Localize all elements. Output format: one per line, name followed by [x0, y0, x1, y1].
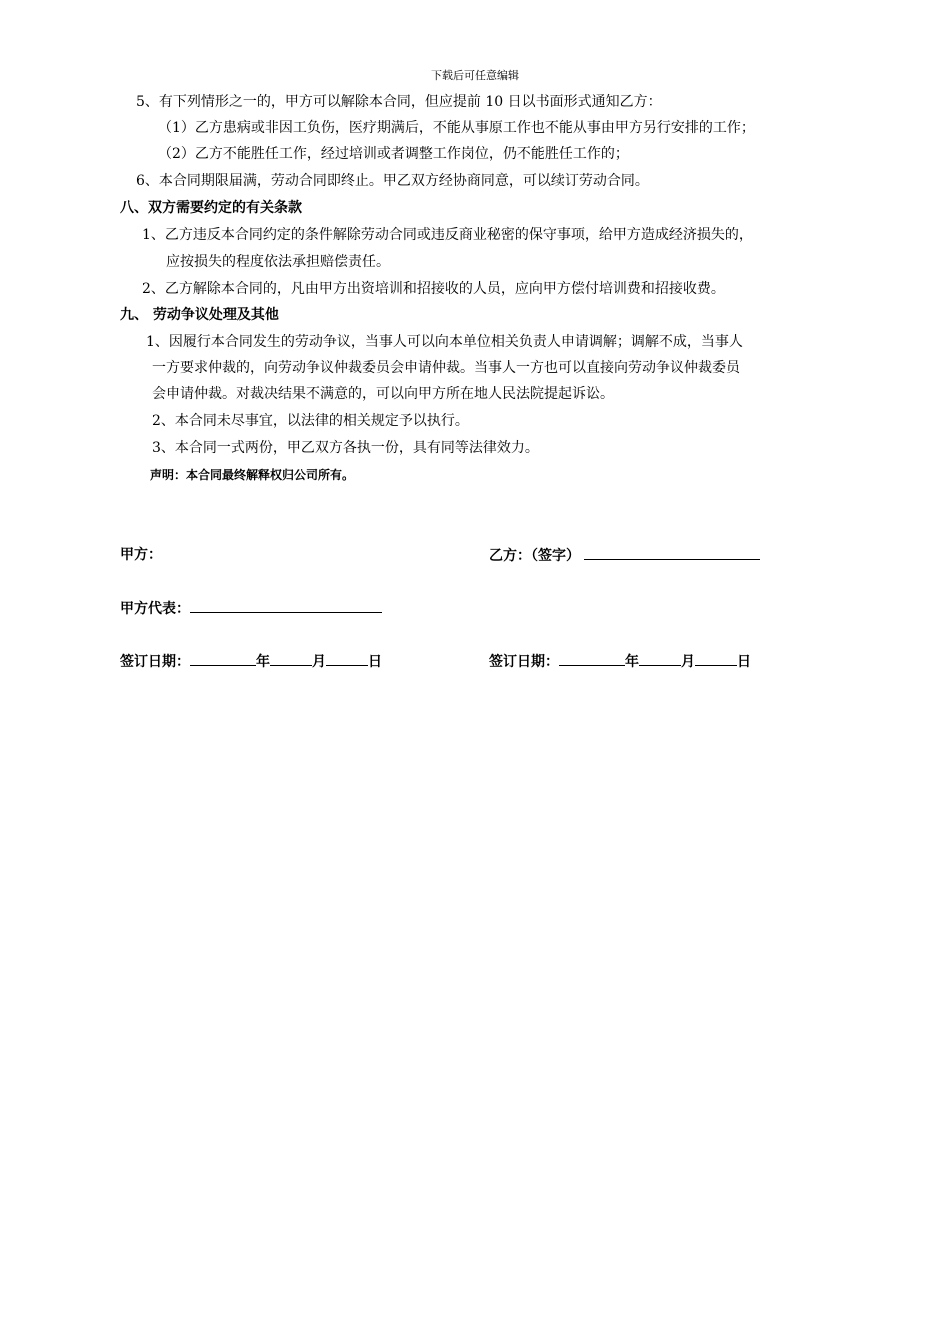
clause-9-item-1-line-1: 1、因履行本合同发生的劳动争议，当事人可以向本单位相关负责人申请调解；调解不成，当事人 [146, 334, 743, 350]
statement: 声明：本合同最终解释权归公司所有。 [150, 468, 355, 482]
day-field[interactable] [326, 651, 368, 666]
clause-8-item-1-line-2: 应按损失的程度依法承担赔偿责任。 [166, 254, 390, 270]
year-label: 年 [256, 654, 270, 670]
section-8-title: 八、双方需要约定的有关条款 [120, 200, 302, 216]
year-label: 年 [625, 654, 639, 670]
month-label: 月 [312, 654, 326, 670]
day-field[interactable] [695, 651, 737, 666]
month-field[interactable] [270, 651, 312, 666]
sign-date-label: 签订日期： [120, 654, 190, 670]
month-label: 月 [681, 654, 695, 670]
clause-7-item-5-2: （2）乙方不能胜任工作，经过培训或者调整工作岗位，仍不能胜任工作的； [158, 146, 629, 162]
section-9-title: 九、 劳动争议处理及其他 [120, 307, 279, 323]
party-a-sign-date-row [120, 651, 382, 672]
party-a-rep-field[interactable] [190, 598, 382, 613]
party-a-rep-label: 甲方代表： [120, 601, 190, 617]
party-a-label: 甲方： [120, 547, 162, 563]
clause-9-item-3: 3、本合同一式两份，甲乙双方各执一份，具有同等法律效力。 [152, 440, 539, 456]
day-label: 日 [368, 654, 382, 670]
clause-9-item-1-line-2: 一方要求仲裁的，向劳动争议仲裁委员会申请仲裁。当事人一方也可以直接向劳动争议仲裁委员 [152, 360, 740, 376]
day-label: 日 [737, 654, 751, 670]
clause-7-item-5: 5、有下列情形之一的，甲方可以解除本合同，但应提前 10 日以书面形式通知乙方： [136, 94, 662, 110]
clause-7-item-5-1: （1）乙方患病或非因工负伤，医疗期满后，不能从事原工作也不能从事由甲方另行安排的工作； [158, 120, 755, 136]
party-b-signature-row [489, 545, 760, 566]
year-field[interactable] [190, 651, 256, 666]
clause-8-item-2: 2、乙方解除本合同的，凡由甲方出资培训和招接收的人员，应向甲方偿付培训费和招接收费。 [142, 281, 725, 297]
clause-8-item-1-line-1: 1、乙方违反本合同约定的条件解除劳动合同或违反商业秘密的保守事项，给甲方造成经济损失的， [142, 227, 753, 243]
clause-7-item-6: 6、本合同期限届满，劳动合同即终止。甲乙双方经协商同意，可以续订劳动合同。 [136, 173, 649, 189]
page-header: 下载后可任意编辑 [431, 69, 519, 82]
party-b-label: 乙方：（签字） [489, 548, 580, 564]
party-b-signature-field[interactable] [584, 545, 760, 560]
clause-9-item-2: 2、本合同未尽事宜，以法律的相关规定予以执行。 [152, 413, 469, 429]
sign-date-label: 签订日期： [489, 654, 559, 670]
clause-9-item-1-line-3: 会申请仲裁。对裁决结果不满意的，可以向甲方所在地人民法院提起诉讼。 [152, 386, 614, 402]
party-b-sign-date-row [489, 651, 751, 672]
party-a-rep-row [120, 598, 382, 619]
month-field[interactable] [639, 651, 681, 666]
year-field[interactable] [559, 651, 625, 666]
